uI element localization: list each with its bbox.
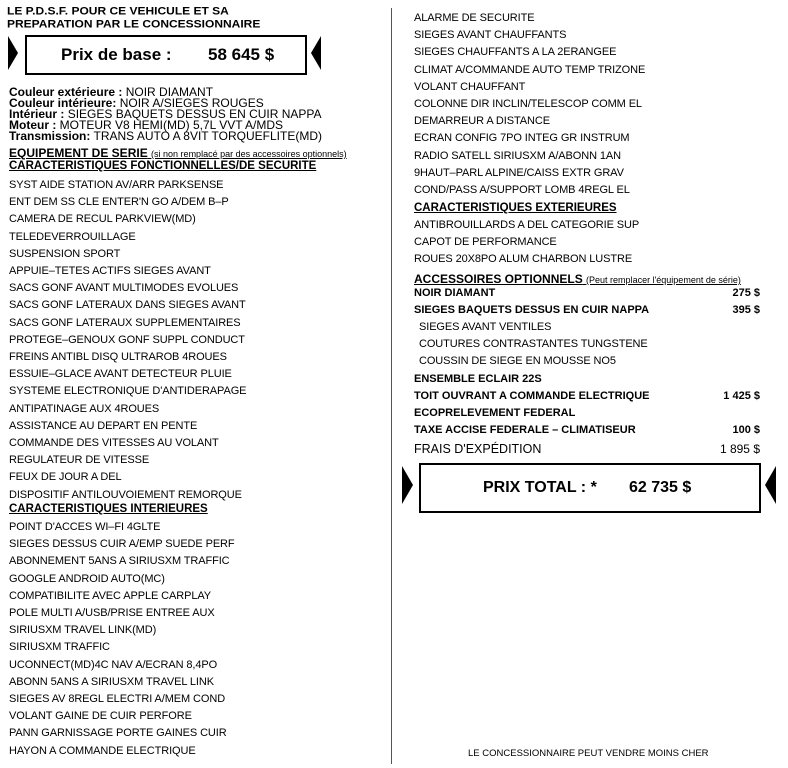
list-item: SIEGES CHAUFFANTS A LA 2ERANGEE — [414, 46, 617, 59]
header-line-1: LE P.D.S.F. POUR CE VEHICULE ET SA — [7, 4, 229, 18]
list-item: ROUES 20X8PO ALUM CHARBON LUSTRE — [414, 253, 633, 266]
list-item: PROTEGE–GENOUX GONF SUPPL CONDUCT — [9, 333, 245, 346]
option-noir-diamant-price: 275 $ — [732, 287, 760, 299]
list-item: REGULATEUR DE VITESSE — [9, 454, 150, 467]
option-sieges-nappa-price: 395 $ — [732, 304, 760, 316]
list-item: SIEGES AVANT CHAUFFANTS — [414, 29, 567, 42]
option-sieges-nappa: SIEGES BAQUETS DESSUS EN CUIR NAPPA — [414, 304, 650, 316]
list-item: GOOGLE ANDROID AUTO(MC) — [9, 572, 165, 585]
list-item: SIRIUSXM TRAVEL LINK(MD) — [9, 624, 157, 637]
list-item: COMPATIBILITE AVEC APPLE CARPLAY — [9, 589, 211, 602]
spec-transmission: Transmission: TRANS AUTO A 8VIT TORQUEFLITE(MD) — [9, 129, 322, 143]
option-taxe-price: 100 $ — [732, 424, 760, 436]
option-eclair: ENSEMBLE ECLAIR 22S — [414, 373, 542, 385]
list-item: PANN GARNISSAGE PORTE GAINES CUIR — [9, 727, 227, 740]
list-item: RADIO SATELL SIRIUSXM A/ABONN 1AN — [414, 149, 621, 162]
base-price-label: Prix de base : — [61, 45, 172, 64]
list-item: SYSTEME ELECTRONIQUE D'ANTIDERAPAGE — [9, 385, 247, 398]
options-note: (Peut remplacer l'équipement de série) — [586, 275, 741, 285]
list-item: ABONNEMENT 5ANS A SIRIUSXM TRAFFIC — [9, 555, 230, 568]
option-sub-item: COUTURES CONTRASTANTES TUNGSTENE — [419, 338, 648, 351]
list-item: COMMANDE DES VITESSES AU VOLANT — [9, 437, 219, 449]
option-toit: TOIT OUVRANT A COMMANDE ELECTRIQUE — [414, 390, 650, 402]
list-item: SIEGES DESSUS CUIR A/EMP SUEDE PERF — [9, 538, 235, 551]
spec-interior: Intérieur : SIEGES BAQUETS DESSUS EN CUIR NAPPA — [9, 107, 322, 121]
list-item: ALARME DE SECURITE — [414, 12, 535, 24]
list-item: DISPOSITIF ANTILOUVOIEMENT REMORQUE — [9, 488, 242, 501]
list-item: SACS GONF LATERAUX DANS SIEGES AVANT — [9, 299, 246, 312]
standard-equipment-note: (si non remplacé par des accessoires optionnels) — [151, 149, 347, 159]
right-arrow-icon — [311, 36, 321, 70]
footer-note: LE CONCESSIONNAIRE PEUT VENDRE MOINS CHER — [468, 748, 709, 759]
list-item: COLONNE DIR INCLIN/TELESCOP COMM EL — [414, 98, 642, 110]
list-item: VOLANT CHAUFFANT — [414, 80, 526, 93]
option-ecoprelevement: ECOPRELEVEMENT FEDERAL — [414, 407, 576, 419]
frais-expedition: FRAIS D'EXPÉDITION — [414, 442, 542, 456]
list-item: ANTIPATINAGE AUX 4ROUES — [9, 402, 160, 415]
list-item: HAYON A COMMANDE ELECTRIQUE — [9, 744, 196, 757]
total-value: 62 735 $ — [629, 479, 692, 496]
list-item: SACS GONF AVANT MULTIMODES EVOLUES — [9, 282, 239, 295]
total-price-box — [419, 463, 761, 513]
list-item: ANTIBROUILLARDS A DEL CATEGORIE SUP — [414, 219, 640, 231]
total-left-arrow-icon — [402, 466, 413, 504]
options-title: ACCESSOIRES OPTIONNELS (Peut remplacer l'équipement de série) — [414, 272, 741, 286]
interior-title: CARACTERISTIQUES INTERIEURES — [9, 503, 208, 515]
option-toit-price: 1 425 $ — [723, 390, 760, 402]
list-item: SIRIUSXM TRAFFIC — [9, 641, 110, 654]
list-item: UCONNECT(MD)4C NAV A/ECRAN 8,4PO — [9, 658, 218, 671]
list-item: CAMERA DE RECUL PARKVIEW(MD) — [9, 213, 196, 226]
list-item: POINT D'ACCES WI–FI 4GLTE — [9, 521, 161, 533]
exterior-title: CARACTERISTIQUES EXTERIEURES — [414, 202, 617, 214]
list-item: 9HAUT–PARL ALPINE/CAISS EXTR GRAV — [414, 166, 624, 179]
spec-engine: Moteur : MOTEUR V8 HEMI(MD) 5,7L VVT A/MDS — [9, 118, 284, 132]
list-item: FEUX DE JOUR A DEL — [9, 471, 122, 484]
list-item: CAPOT DE PERFORMANCE — [414, 236, 557, 249]
list-item: ENT DEM SS CLE ENTER'N GO A/DEM B–P — [9, 196, 229, 209]
list-item: SIEGES AV 8REGL ELECTRI A/MEM COND — [9, 693, 226, 705]
spec-interior-color: Couleur intérieure: NOIR A/SIEGES ROUGES — [9, 96, 264, 110]
list-item: VOLANT GAINE DE CUIR PERFORE — [9, 710, 192, 723]
base-price-box — [25, 35, 307, 75]
list-item: SACS GONF LATERAUX SUPPLEMENTAIRES — [9, 316, 241, 329]
list-item: ECRAN CONFIG 7PO INTEG GR INSTRUM — [414, 132, 630, 145]
spec-exterior: Couleur extérieure : NOIR DIAMANT — [9, 85, 214, 99]
option-sub-item: SIEGES AVANT VENTILES — [419, 321, 552, 333]
list-item: DEMARREUR A DISTANCE — [414, 115, 550, 128]
list-item: APPUIE–TETES ACTIFS SIEGES AVANT — [9, 265, 211, 277]
functional-safety-title: CARACTERISTIQUES FONCTIONNELLES/DE SECURITE — [9, 160, 317, 172]
list-item: POLE MULTI A/USB/PRISE ENTREE AUX — [9, 607, 215, 619]
left-arrow-icon — [8, 36, 18, 70]
frais-expedition-price: 1 895 $ — [719, 442, 760, 456]
list-item: SYST AIDE STATION AV/ARR PARKSENSE — [9, 179, 224, 191]
list-item: ASSISTANCE AU DEPART EN PENTE — [9, 419, 198, 432]
list-item: FREINS ANTIBL DISQ ULTRAROB 4ROUES — [9, 351, 227, 363]
column-divider — [391, 8, 392, 764]
base-price-value: 58 645 $ — [208, 45, 275, 64]
header-line-2: PREPARATION PAR LE CONCESSIONNAIRE — [7, 17, 261, 31]
list-item: TELEDEVERROUILLAGE — [9, 230, 136, 243]
list-item: CLIMAT A/COMMANDE AUTO TEMP TRIZONE — [414, 63, 646, 76]
list-item: SUSPENSION SPORT — [9, 247, 121, 260]
option-taxe: TAXE ACCISE FEDERALE – CLIMATISEUR — [414, 424, 636, 436]
list-item: COND/PASS A/SUPPORT LOMB 4REGL EL — [414, 184, 630, 196]
option-noir-diamant: NOIR DIAMANT — [414, 287, 496, 299]
total-right-arrow-icon — [765, 466, 776, 504]
total-label: PRIX TOTAL : * — [483, 479, 597, 496]
list-item: ESSUIE–GLACE AVANT DETECTEUR PLUIE — [9, 368, 232, 381]
standard-equipment-title: EQUIPEMENT DE SERIE (si non remplacé par des accessoires optionnels) — [9, 146, 347, 160]
option-sub-item: COUSSIN DE SIEGE EN MOUSSE NO5 — [419, 355, 616, 368]
list-item: ABONN 5ANS A SIRIUSXM TRAVEL LINK — [9, 675, 214, 688]
